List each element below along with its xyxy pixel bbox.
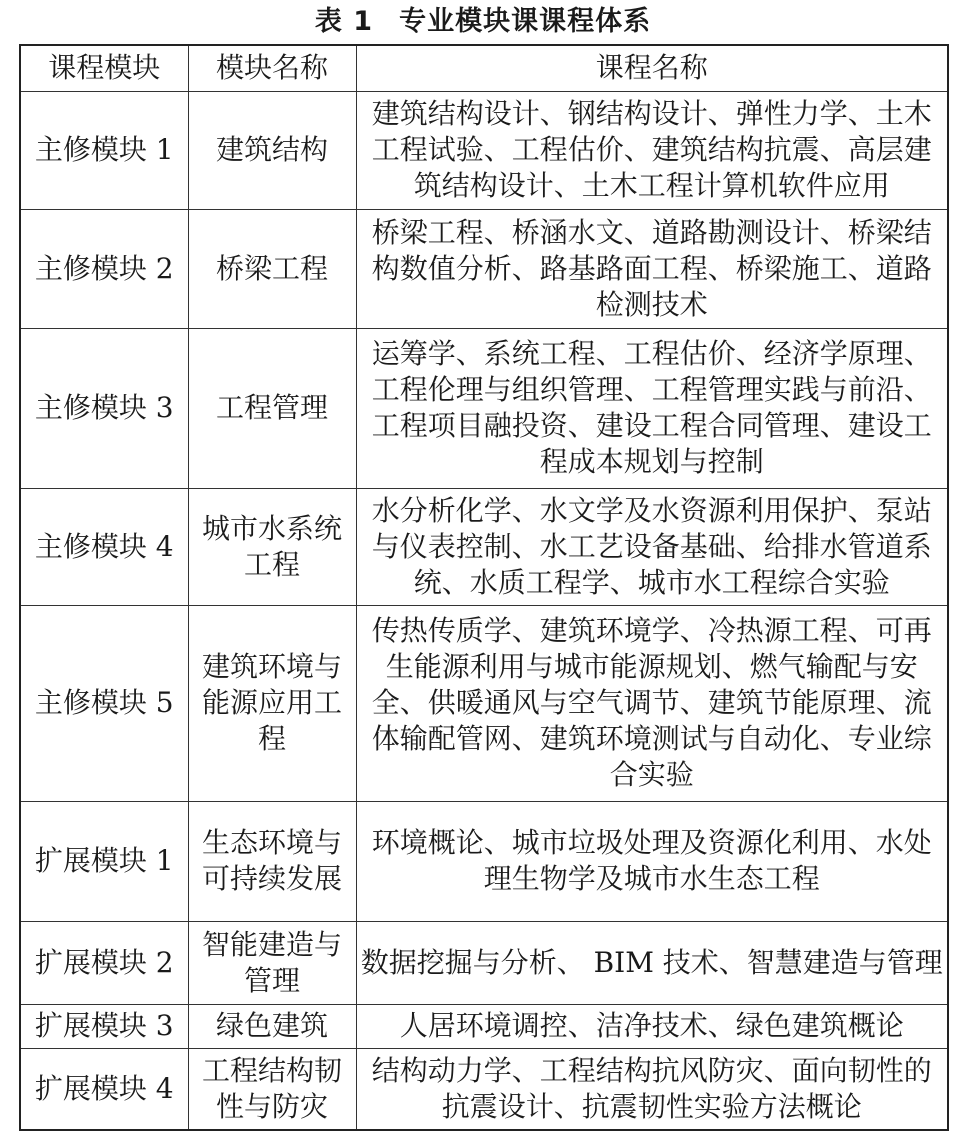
module-cell: 扩展模块 4 (20, 1048, 188, 1130)
module-cell: 主修模块 3 (20, 328, 188, 488)
module-name-cell: 绿色建筑 (188, 1004, 356, 1048)
header-course-name: 课程名称 (356, 45, 948, 91)
courses-cell: 水分析化学、水文学及水资源利用保护、泵站与仪表控制、水工艺设备基础、给排水管道系统、水质工程学、城市水工程综合实验 (356, 488, 948, 605)
module-cell: 主修模块 2 (20, 209, 188, 328)
module-cell: 主修模块 4 (20, 488, 188, 605)
module-name-cell: 智能建造与管理 (188, 921, 356, 1004)
module-name-cell: 城市水系统工程 (188, 488, 356, 605)
courses-cell: 桥梁工程、桥涵水文、道路勘测设计、桥梁结构数值分析、路基路面工程、桥梁施工、道路检测技术 (356, 209, 948, 328)
module-name-cell: 工程管理 (188, 328, 356, 488)
table-title: 专业模块课课程体系 (399, 6, 652, 37)
courses-cell: 环境概论、城市垃圾处理及资源化利用、水处理生物学及城市水生态工程 (356, 801, 948, 921)
courses-cell: 运筹学、系统工程、工程估价、经济学原理、工程伦理与组织管理、工程管理实践与前沿、工程项目融投资、建设工程合同管理、建设工程成本规划与控制 (356, 328, 948, 488)
module-name-cell: 工程结构韧性与防灾 (188, 1048, 356, 1130)
module-cell: 主修模块 1 (20, 91, 188, 209)
table-row (20, 605, 948, 801)
header-module-name: 模块名称 (188, 45, 356, 91)
module-cell: 扩展模块 1 (20, 801, 188, 921)
header-course-module: 课程模块 (20, 45, 188, 91)
table-row (20, 921, 948, 1004)
module-cell: 主修模块 5 (20, 605, 188, 801)
module-cell: 扩展模块 3 (20, 1004, 188, 1048)
courses-cell: 人居环境调控、洁净技术、绿色建筑概论 (356, 1004, 948, 1048)
table-number: 表 1 (314, 6, 374, 37)
table-row (20, 488, 948, 605)
courses-cell: 结构动力学、工程结构抗风防灾、面向韧性的抗震设计、抗震韧性实验方法概论 (356, 1048, 948, 1130)
table-row (20, 1048, 948, 1130)
module-name-cell: 生态环境与可持续发展 (188, 801, 356, 921)
table-row (20, 801, 948, 921)
table-row (20, 1004, 948, 1048)
table-row (20, 91, 948, 209)
module-cell: 扩展模块 2 (20, 921, 188, 1004)
course-system-table (19, 44, 949, 1131)
courses-cell: 传热传质学、建筑环境学、冷热源工程、可再生能源利用与城市能源规划、燃气输配与安全、供暖通风与空气调节、建筑节能原理、流体输配管网、建筑环境测试与自动化、专业综合实验 (356, 605, 948, 801)
table-row (20, 328, 948, 488)
table-caption (0, 0, 966, 44)
module-name-cell: 建筑环境与能源应用工程 (188, 605, 356, 801)
table-header-row (20, 45, 948, 91)
courses-cell: 建筑结构设计、钢结构设计、弹性力学、土木工程试验、工程估价、建筑结构抗震、高层建筑结构设计、土木工程计算机软件应用 (356, 91, 948, 209)
table-row (20, 209, 948, 328)
module-name-cell: 建筑结构 (188, 91, 356, 209)
module-name-cell: 桥梁工程 (188, 209, 356, 328)
courses-cell: 数据挖掘与分析、 BIM 技术、智慧建造与管理 (356, 921, 948, 1004)
